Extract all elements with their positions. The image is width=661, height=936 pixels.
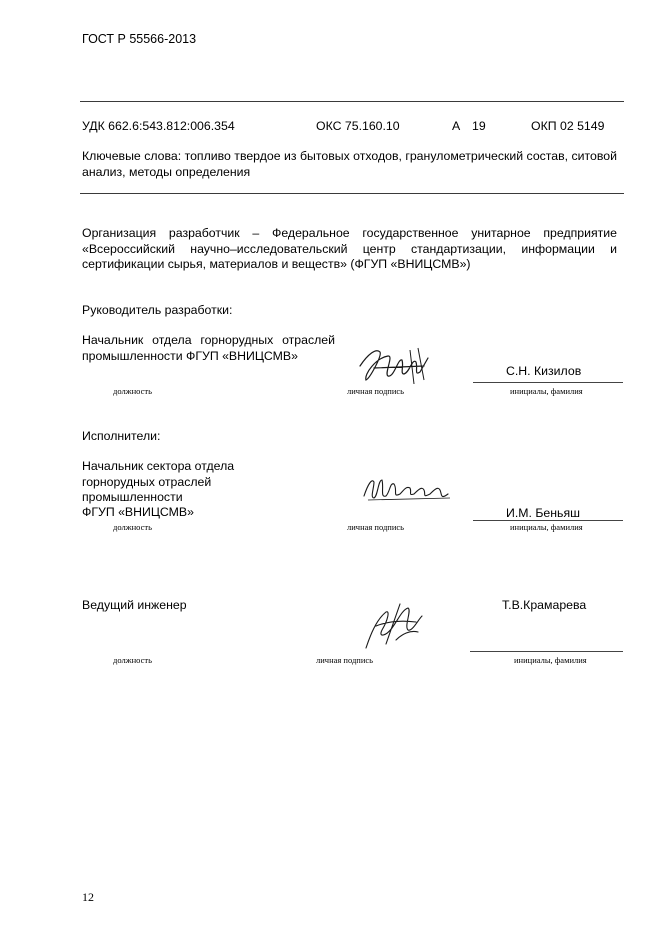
caption-signature-2: личная подпись — [347, 522, 405, 532]
performer1-position-line4: ФГУП «ВНИЦСМВ» — [82, 505, 194, 519]
leader-name-underline — [473, 382, 623, 383]
okp-code: ОКП 02 5149 — [531, 119, 605, 133]
performer2-name: Т.В.Крамарева — [502, 598, 587, 612]
leader-heading: Руководитель разработки: — [82, 303, 233, 317]
document-id: ГОСТ Р 55566-2013 — [82, 32, 197, 46]
leader-name: С.Н. Кизилов — [506, 364, 582, 378]
page-number: 12 — [82, 890, 94, 904]
caption-initials-2: инициалы, фамилия — [510, 522, 583, 532]
signature-benyash — [360, 470, 456, 506]
performer2-name-underline — [470, 651, 623, 652]
signature-kramareva — [356, 600, 432, 652]
performer1-name: И.М. Беньяш — [506, 506, 580, 520]
group-number: 19 — [472, 119, 486, 133]
organization-text: Организация разработчик – Федеральное государственное унитарное предприятие «Всероссийский научно–исследовательский центр стандартизации, информации и сертификации сырья, материалов и веществ» (ФГУП «ВНИЦСМВ») — [82, 226, 617, 271]
group-letter: А — [452, 119, 461, 133]
caption-signature-3: личная подпись — [316, 655, 374, 665]
performers-heading: Исполнители: — [82, 429, 161, 443]
caption-position-2: должность — [113, 522, 152, 532]
udk-code: УДК 662.6:543.812:006.354 — [82, 119, 235, 133]
bottom-divider — [80, 193, 624, 194]
caption-position-3: должность — [113, 655, 152, 665]
caption-position-1: должность — [113, 386, 152, 396]
caption-signature-1: личная подпись — [347, 386, 405, 396]
keywords-text: Ключевые слова: топливо твердое из бытовых отходов, гранулометрический состав, ситовой анализ, методы определения — [82, 149, 617, 179]
leader-position: Начальник отдела горнорудных отраслей промышленности ФГУП «ВНИЦСМВ» — [82, 333, 335, 363]
performer1-position-line2: горнорудных отраслей — [82, 475, 212, 489]
signature-kizilov — [354, 344, 434, 388]
top-divider — [80, 101, 624, 102]
performer2-position: Ведущий инженер — [82, 598, 187, 612]
performer1-name-underline — [473, 520, 623, 521]
caption-initials-1: инициалы, фамилия — [510, 386, 583, 396]
caption-initials-3: инициалы, фамилия — [514, 655, 587, 665]
performer1-position-line1: Начальник сектора отдела — [82, 459, 235, 473]
performer1-position-line3: промышленности — [82, 490, 183, 504]
oks-code: ОКС 75.160.10 — [316, 119, 400, 133]
